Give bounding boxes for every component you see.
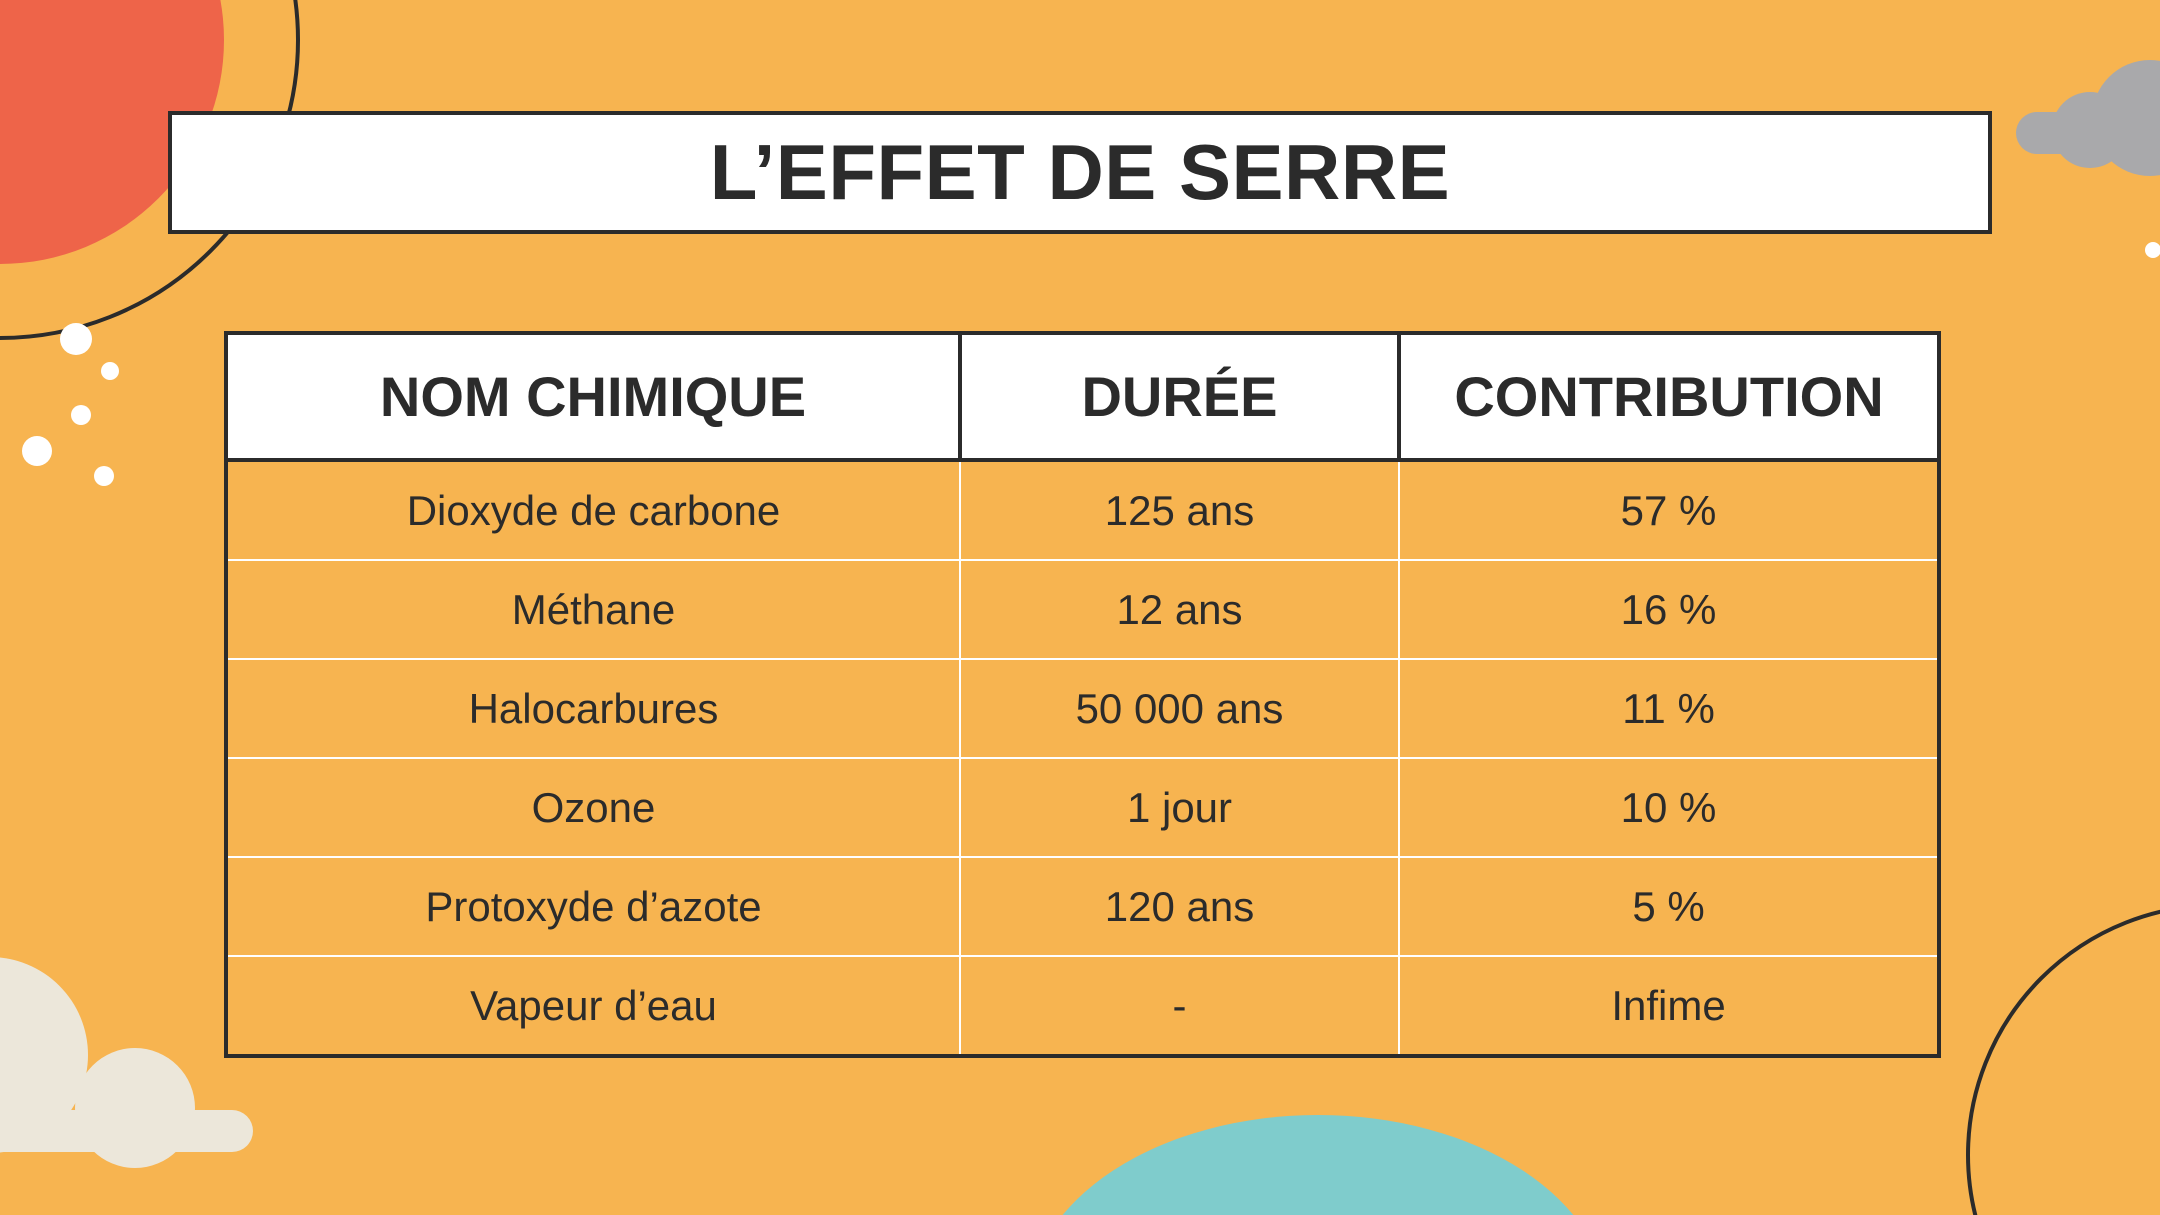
table-row xyxy=(226,758,1939,857)
cell-chemical-name: Protoxyde d’azote xyxy=(226,857,960,956)
cell-contribution: 11 % xyxy=(1399,659,1939,758)
cell-chemical-name: Ozone xyxy=(226,758,960,857)
table-row xyxy=(226,659,1939,758)
dot xyxy=(60,323,92,355)
cell-chemical-name: Dioxyde de carbone xyxy=(226,460,960,560)
cell-duration: 50 000 ans xyxy=(960,659,1399,758)
cell-contribution: 16 % xyxy=(1399,560,1939,659)
dot xyxy=(2145,242,2160,258)
cell-contribution: 10 % xyxy=(1399,758,1939,857)
cell-chemical-name: Vapeur d’eau xyxy=(226,956,960,1056)
header-chemical-name: NOM CHIMIQUE xyxy=(226,333,960,460)
table-row xyxy=(226,956,1939,1056)
cell-contribution: 5 % xyxy=(1399,857,1939,956)
table-row xyxy=(226,460,1939,560)
greenhouse-gases-table xyxy=(224,331,1941,1058)
outline-circle-bottom-right xyxy=(1968,905,2160,1215)
teal-hill-shape xyxy=(1028,1115,1608,1215)
dot xyxy=(101,362,119,380)
dot xyxy=(71,405,91,425)
header-duration: DURÉE xyxy=(960,333,1399,460)
cell-chemical-name: Méthane xyxy=(226,560,960,659)
cell-duration: 125 ans xyxy=(960,460,1399,560)
cell-duration: 12 ans xyxy=(960,560,1399,659)
page-title: L’EFFET DE SERRE xyxy=(709,128,1451,216)
cell-contribution: Infime xyxy=(1399,956,1939,1056)
table-row xyxy=(226,560,1939,659)
table-row xyxy=(226,857,1939,956)
cell-duration: 120 ans xyxy=(960,857,1399,956)
header-contribution: CONTRIBUTION xyxy=(1399,333,1939,460)
dot xyxy=(22,436,52,466)
light-cloud-shape xyxy=(0,957,253,1168)
cell-chemical-name: Halocarbures xyxy=(226,659,960,758)
table-header-row xyxy=(226,333,1939,460)
gray-cloud-shape xyxy=(2016,60,2160,176)
title-box xyxy=(168,111,1992,234)
cell-duration: 1 jour xyxy=(960,758,1399,857)
dot xyxy=(94,466,114,486)
cell-contribution: 57 % xyxy=(1399,460,1939,560)
cell-duration: - xyxy=(960,956,1399,1056)
